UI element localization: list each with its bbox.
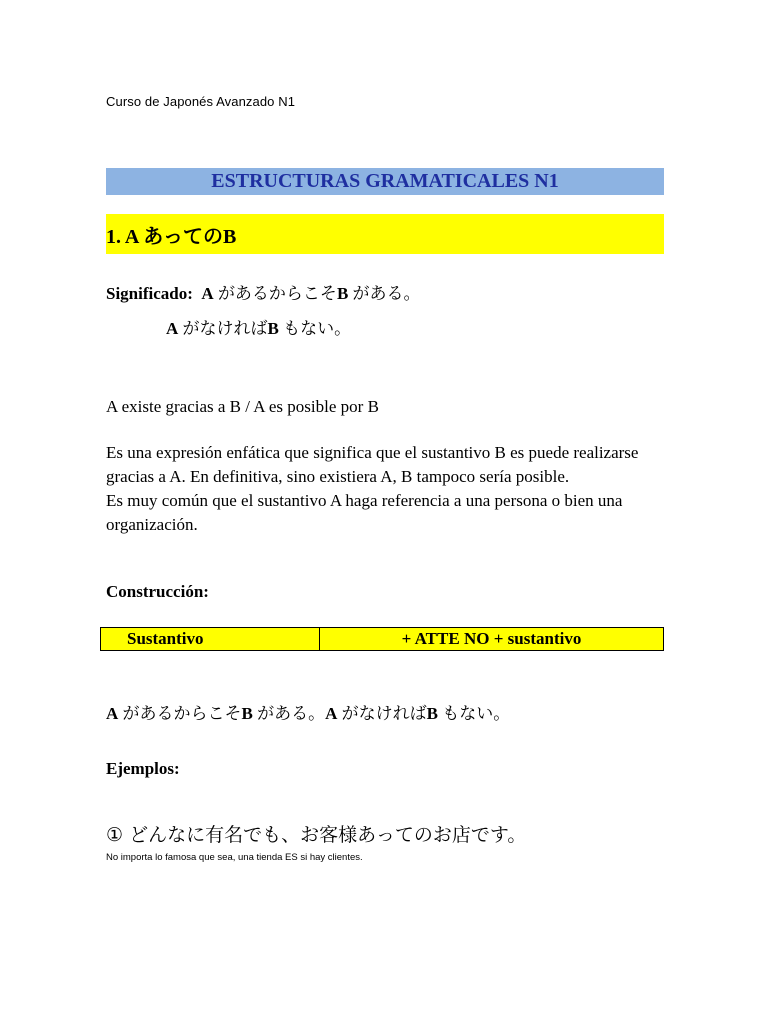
examples-heading: Ejemplos: bbox=[106, 759, 180, 778]
formula-jp: がある。 bbox=[257, 704, 326, 723]
construction-heading: Construcción: bbox=[106, 582, 209, 601]
construction-row bbox=[101, 628, 664, 651]
explanation bbox=[106, 441, 666, 537]
meaning-b: B bbox=[336, 284, 349, 303]
formula-line bbox=[106, 702, 510, 726]
meaning-line-2 bbox=[166, 317, 351, 341]
construction-table bbox=[100, 627, 664, 651]
meaning-a: A bbox=[201, 284, 214, 303]
meaning-jp: があるからこそ bbox=[217, 284, 337, 303]
document-title: ESTRUCTURAS GRAMATICALES N1 bbox=[211, 170, 559, 192]
section-heading: 1. A あってのB bbox=[106, 225, 237, 248]
formula-jp: があるからこそ bbox=[122, 704, 242, 723]
formula-a: A bbox=[325, 704, 338, 723]
document-title-bar bbox=[106, 168, 664, 195]
meaning-line-1 bbox=[106, 282, 421, 306]
meaning-end: もない。 bbox=[283, 319, 352, 338]
meaning-b: B bbox=[267, 319, 279, 338]
course-title: Curso de Japonés Avanzado N1 bbox=[106, 94, 296, 109]
construction-noun-cell: Sustantivo bbox=[101, 628, 320, 651]
formula-jp: もない。 bbox=[442, 704, 511, 723]
meaning-label: Significado: bbox=[106, 284, 193, 303]
construction-pattern-cell: + ATTE NO + sustantivo bbox=[320, 628, 664, 651]
formula-b: B bbox=[241, 704, 253, 723]
meaning-end: がある。 bbox=[352, 284, 421, 303]
formula-b: B bbox=[426, 704, 438, 723]
translation-text: A existe gracias a B / A es posible por B bbox=[106, 397, 379, 416]
explanation-paragraph-2: Es muy común que el sustantivo A haga referencia a una persona o bien una organización. bbox=[106, 491, 623, 534]
formula-a: A bbox=[106, 704, 119, 723]
meaning-jp: がなければ bbox=[182, 319, 268, 338]
section-heading-bar bbox=[106, 214, 664, 254]
example-spanish: No importa lo famosa que sea, una tienda ES si hay clientes. bbox=[106, 852, 363, 863]
formula-jp: がなければ bbox=[341, 704, 427, 723]
meaning-a: A bbox=[166, 319, 179, 338]
example-japanese: ① どんなに有名でも、お客様あってのお店です。 bbox=[106, 824, 527, 846]
explanation-paragraph-1: Es una expresión enfática que significa que el sustantivo B es puede realizarse gracias a A. En definitiva, sino existiera A, B tampoco sería posible. bbox=[106, 443, 639, 486]
